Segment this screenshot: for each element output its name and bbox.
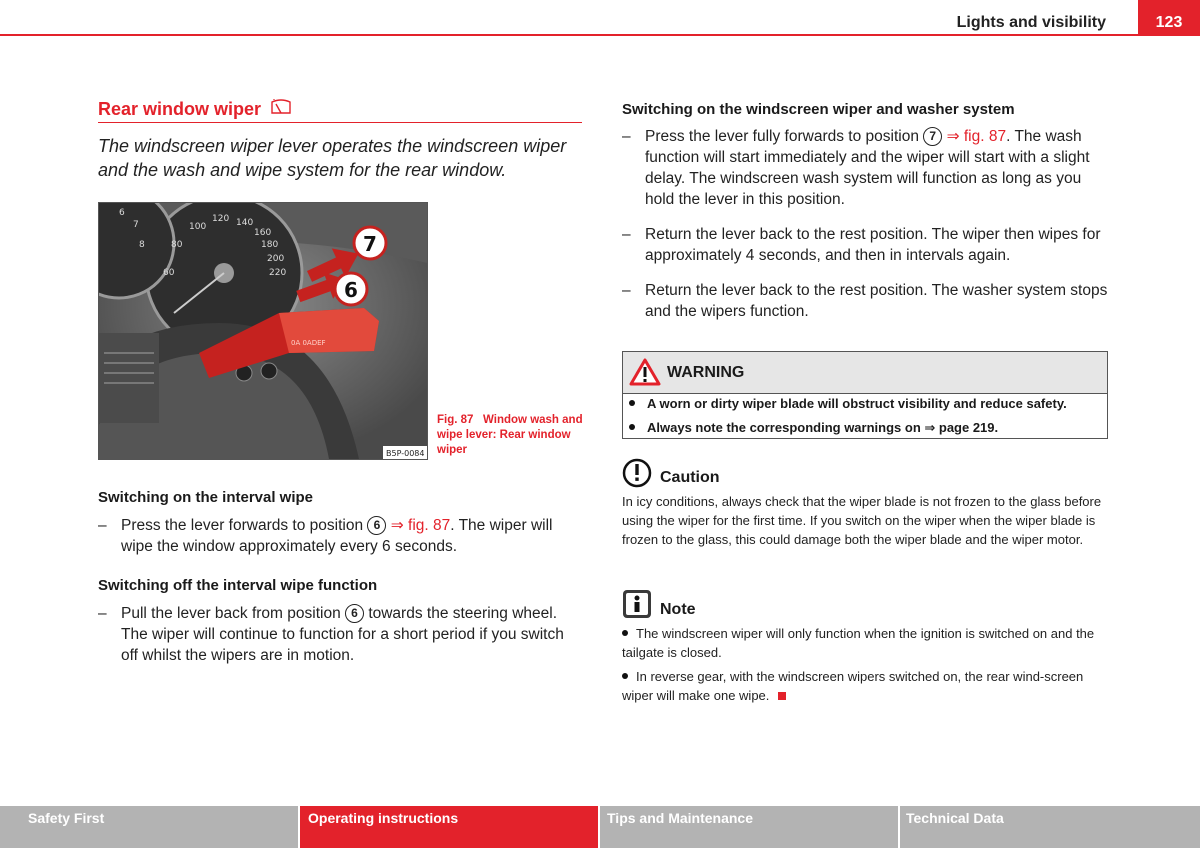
dash: –: [622, 226, 631, 243]
note-item: [622, 624, 1108, 662]
fig-87-link[interactable]: ⇒ fig. 87: [946, 128, 1007, 145]
interval-on-step: [98, 515, 588, 557]
step-text: Return the lever back to the rest position. The washer system stops and the wipers function.: [645, 282, 1108, 320]
speed-label: 200: [267, 254, 285, 264]
position-6-badge: 6: [345, 604, 364, 623]
speed-label: 60: [163, 268, 175, 278]
dash: –: [622, 128, 631, 145]
steering-lever-illustration: [99, 203, 427, 459]
speed-label: 220: [269, 268, 287, 278]
dash: –: [98, 605, 107, 622]
header-rule: [0, 34, 1200, 36]
washer-heading: Switching on the windscreen wiper and washer system: [622, 101, 1015, 118]
warning-text: A worn or dirty wiper blade will obstruct visibility and reduce safety.: [647, 396, 1067, 411]
figure-caption: [437, 413, 587, 458]
end-of-section-marker: [778, 692, 786, 700]
caution-text: In icy conditions, always check that the wiper blade is not frozen to the glass before using the wiper for the first time. If you switch on the wiper when the wiper blade is frozen to the glass, this could damage both the wiper blade and the wiper motor.: [622, 494, 1102, 547]
speed-label: 7: [133, 220, 139, 230]
footer-tab-operating-instructions[interactable]: Operating instructions: [300, 806, 598, 848]
dash: –: [98, 517, 107, 534]
warning-title: WARNING: [667, 364, 745, 381]
interval-on-heading: Switching on the interval wipe: [98, 489, 314, 506]
step-text: . The wiper will: [450, 517, 553, 534]
bullet-icon: [629, 400, 635, 406]
footer-tab-technical-data[interactable]: Technical Data: [900, 806, 1200, 848]
washer-steps: [622, 126, 1108, 322]
note-title: Note: [660, 601, 696, 618]
interval-off-step: [98, 603, 588, 666]
note-item: [622, 667, 1108, 705]
info-note-icon: [622, 589, 652, 619]
section-title-text: Rear window wiper: [98, 99, 262, 119]
figure-number: Fig. 87: [437, 414, 474, 426]
caution-icon: [622, 458, 652, 488]
step-text: Return the lever back to the rest position. The wiper then wipes for approximately 4 seconds, and then in intervals again.: [645, 226, 1101, 264]
step-text: Pull the lever back from position: [121, 605, 341, 622]
intro-text: The windscreen wiper lever operates the windscreen wiper and the wash and wipe system for the rear window.: [98, 136, 567, 180]
step-text: Press the lever forwards to position: [121, 517, 364, 534]
bullet-icon: [622, 673, 628, 679]
figure-caption-text: Window wash and wipe lever: Rear window wiper: [437, 414, 583, 456]
speed-label: 8: [139, 240, 145, 250]
step-text: Press the lever fully forwards to position: [645, 128, 919, 145]
page-number: 123: [1138, 0, 1200, 36]
speed-label: 100: [189, 222, 207, 232]
note-text: The windscreen wiper will only function when the ignition is switched on and the tailgate is closed.: [622, 626, 1095, 660]
speed-label: 160: [254, 228, 272, 238]
speed-label: 120: [212, 214, 230, 224]
warning-item: [629, 420, 998, 436]
chapter-title: Lights and visibility: [956, 14, 1106, 31]
step-text: function will start immediately and the wiper will start with a slight delay. The windscreen wash system will function as long as you hold the lever in this position.: [645, 149, 1090, 208]
step-text: The wiper will continue to function for a short period if you switch: [121, 626, 564, 643]
warning-header: [623, 352, 1107, 394]
warning-box: [622, 351, 1108, 439]
lever-label: 0A 0ADEF: [291, 339, 326, 347]
position-6-badge: 6: [367, 516, 386, 535]
step-text: off whilst the wipers are in motion.: [121, 647, 355, 664]
figure-label-7: 7: [363, 232, 377, 256]
section-rule: [98, 122, 582, 123]
note-text: In reverse gear, with the windscreen wipers switched on, the rear wind-screen wiper will make one wipe.: [622, 669, 1084, 703]
dash: –: [622, 282, 631, 299]
footer-tab-tips-maintenance[interactable]: Tips and Maintenance: [600, 806, 898, 848]
step-text: wipe the window approximately every 6 seconds.: [121, 538, 458, 555]
figure-87-photo: [98, 202, 428, 460]
speed-label: 140: [236, 218, 254, 228]
warning-item: [629, 396, 1067, 411]
rear-wiper-icon: [270, 98, 292, 116]
section-title: [98, 98, 292, 120]
caution-title: Caution: [660, 469, 720, 486]
fig-87-link[interactable]: ⇒ fig. 87: [390, 517, 451, 534]
warning-triangle-icon: [629, 358, 661, 386]
footer-tab-safety-first[interactable]: Safety First: [0, 806, 298, 848]
speed-label: 180: [261, 240, 279, 250]
figure-code: B5P-0084: [386, 449, 425, 458]
interval-off-heading: Switching off the interval wipe function: [98, 577, 378, 594]
warning-text[interactable]: Always note the corresponding warnings on ⇒ page 219.: [647, 420, 999, 435]
step-text: towards the steering wheel.: [368, 605, 557, 622]
position-7-badge: 7: [923, 127, 942, 146]
step-text: . The wash: [1006, 128, 1082, 145]
bullet-icon: [629, 424, 635, 430]
figure-label-6: 6: [344, 278, 358, 302]
bullet-icon: [622, 630, 628, 636]
speed-label: 80: [171, 240, 183, 250]
speed-label: 6: [119, 208, 125, 218]
